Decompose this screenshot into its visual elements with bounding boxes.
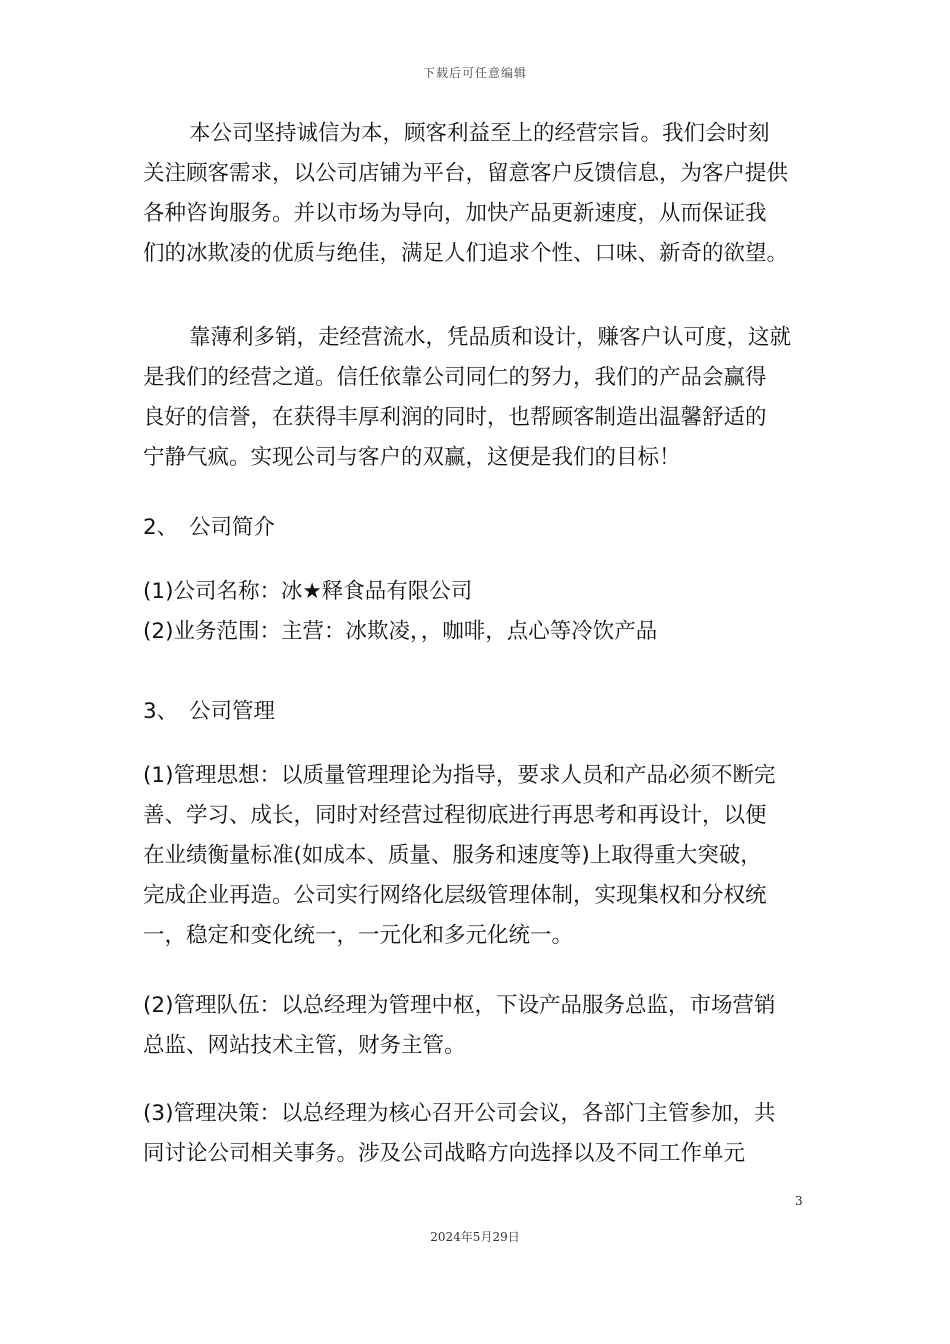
text-line: 在业绩衡量标准(如成本、质量、服务和速度等)上取得重大突破， [143, 843, 762, 868]
section-number: 2、 [143, 515, 179, 540]
text-line: 关注顾客需求，以公司店铺为平台，留意客户反馈信息，为客户提供 [143, 161, 789, 186]
text-line: 完成企业再造。公司实行网络化层级管理体制，实现集权和分权统 [143, 883, 767, 908]
text-line: (1)管理思想：以质量管理理论为指导，要求人员和产品必须不断完 [143, 763, 776, 788]
section-2-items [143, 572, 823, 652]
text-line: 良好的信誉，在获得丰厚利润的同时，也帮顾客制造出温馨舒适的 [143, 405, 767, 430]
text-line: 善、学习、成长，同时对经营过程彻底进行再思考和再设计，以便 [143, 803, 767, 828]
text-line: 总监、网站技术主管，财务主管。 [143, 1033, 466, 1058]
section-3-heading [143, 692, 275, 732]
text-line: 是我们的经营之道。信任依靠公司同仁的努力，我们的产品会赢得 [143, 365, 767, 390]
text-line: 靠薄利多销，走经营流水，凭品质和设计，赚客户认可度，这就 [189, 325, 792, 350]
section-3-item-1 [143, 756, 823, 956]
text-line: 本公司坚持诚信为本，顾客利益至上的经营宗旨。我们会时刻 [189, 121, 770, 146]
section-3-item-3 [143, 1094, 823, 1174]
text-line: 一，稳定和变化统一，一元化和多元化统一。 [143, 923, 574, 948]
text-line: (2)管理队伍：以总经理为管理中枢，下设产品服务总监，市场营销 [143, 993, 776, 1018]
text-line: (3)管理决策：以总经理为核心召开公司会议，各部门主管参加，共 [143, 1101, 776, 1126]
section-title: 公司简介 [189, 515, 276, 540]
text-line: 们的冰欺凌的优质与绝佳，满足人们追求个性、口味、新奇的欲望。 [143, 241, 789, 266]
section-number: 3、 [143, 699, 179, 724]
section-2-heading [143, 508, 275, 548]
text-line: 同讨论公司相关事务。涉及公司战略方向选择以及不同工作单元 [143, 1141, 746, 1166]
page-number: 3 [795, 1194, 803, 1208]
section-title: 公司管理 [189, 699, 276, 724]
list-item: (1)公司名称：冰★释食品有限公司 [143, 579, 473, 604]
intro-paragraph-1 [143, 114, 823, 274]
text-line: 各种咨询服务。并以市场为导向，加快产品更新速度，从而保证我 [143, 201, 767, 226]
page-header: 下载后可任意编辑 [422, 66, 527, 80]
list-item: (2)业务范围：主营：冰欺凌，，咖啡，点心等冷饮产品 [143, 619, 658, 644]
text-line: 宁静气疯。实现公司与客户的双赢，这便是我们的目标！ [143, 445, 681, 470]
section-3-item-2 [143, 986, 823, 1066]
page-footer-date: 2024年5月29日 [430, 1230, 520, 1244]
intro-paragraph-2 [143, 318, 823, 478]
